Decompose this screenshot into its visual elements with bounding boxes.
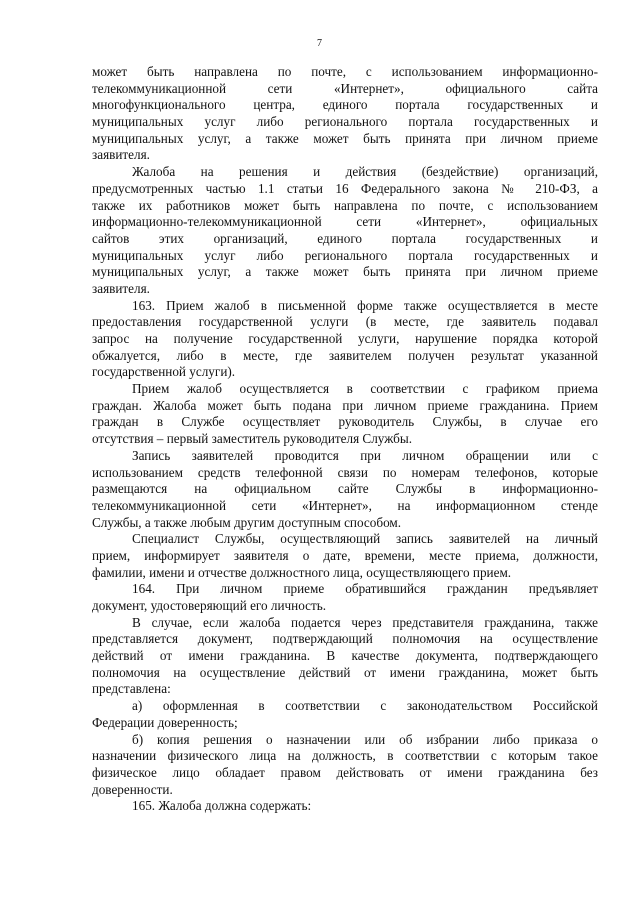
text-line: обжалуется, либо в месте, где заявителем получен результат указанной xyxy=(92,347,598,363)
text-line: доверенности. xyxy=(92,781,173,797)
text-line: муниципальных услуг, а также может быть принята при личном приеме xyxy=(92,264,598,280)
text-line: использованием средств телефонной связи по номерам телефонов, которые xyxy=(92,464,598,480)
text-line: запрос на получение государственной услуги, нарушение порядка которой xyxy=(92,331,598,346)
text-line: фамилии, имени и отчестве должностного лица, осуществляющего прием. xyxy=(92,564,512,580)
text-line: В случае, если жалоба подается через представителя гражданина, также xyxy=(132,614,598,630)
text-line: заявителя. xyxy=(92,147,150,163)
text-line: муниципальных услуг либо регионального портала государственных и xyxy=(92,114,598,130)
text-line: Специалист Службы, осуществляющий запись заявителей на личный xyxy=(132,531,598,547)
text-line: назначении физического лица на должность, в соответствии с которым такое xyxy=(92,748,598,764)
text-line: Прием жалоб осуществляется в соответствии с графиком приема xyxy=(132,381,598,397)
text-line: действий от имени гражданина. В качестве документа, подтверждающего xyxy=(92,648,598,664)
text-line: также их работников может быть направлена по почте, с использованием xyxy=(92,197,598,213)
text-line: прием, информирует заявителя о дате, времени, месте приема, должности, xyxy=(92,547,598,563)
text-line: заявителя. xyxy=(92,280,150,296)
text-line: представляется документ, подтверждающий полномочия на осуществление xyxy=(92,631,598,647)
text-line: телекоммуникационной сети «Интернет», официального сайта xyxy=(92,80,598,96)
text-line: сайтов этих организаций, единого портала государственных и xyxy=(92,230,598,246)
text-line: предоставления государственной услуги (в месте, где заявитель подавал xyxy=(92,314,598,330)
text-line: Жалоба на решения и действия (бездействие) организаций, xyxy=(132,164,598,180)
text-line: граждан в Службе осуществляет руководитель Службы, в случае его xyxy=(92,414,598,430)
text-line: полномочия на осуществление действий от имени гражданина, может быть xyxy=(92,664,598,680)
text-line: 164. При личном приеме обратившийся гражданин предъявляет xyxy=(132,581,598,597)
text-line: а) оформленная в соответствии с законодательством Российской xyxy=(132,698,598,714)
text-line: 163. Прием жалоб в письменной форме также осуществляется в месте xyxy=(132,297,598,313)
text-line: многофункционального центра, единого портала государственных и xyxy=(92,97,598,113)
text-line: Запись заявителей проводится при личном обращении или с xyxy=(132,447,598,463)
text-line: государственной услуги). xyxy=(92,364,236,380)
text-line: предусмотренных частью 1.1 статьи 16 Федерального закона № 210-ФЗ, а xyxy=(92,180,598,196)
text-line: муниципальных услуг либо регионального портала государственных и xyxy=(92,247,598,263)
page-number: 7 xyxy=(317,38,322,49)
text-line: 165. Жалоба должна содержать: xyxy=(132,798,312,814)
text-line: документ, удостоверяющий его личность. xyxy=(92,598,327,613)
text-line: физическое лицо обладает правом действовать от имени гражданина без xyxy=(92,764,598,780)
document-body xyxy=(92,64,598,815)
text-line: Службы, а также любым другим доступным способом. xyxy=(92,514,402,530)
text-line: представлена: xyxy=(92,681,171,697)
text-line: б) копия решения о назначении или об избрании либо приказа о xyxy=(132,731,598,747)
text-line: граждан. Жалоба может быть подана при личном приеме гражданина. Прием xyxy=(92,397,598,413)
text-line: отсутствия – первый заместитель руководителя Службы. xyxy=(92,431,413,447)
text-line: может быть направлена по почте, с использованием информационно- xyxy=(92,64,598,79)
text-line: размещаются на официальном сайте Службы в информационно- xyxy=(92,481,598,497)
text-line: информационно-телекоммуникационной сети «Интернет», официальных xyxy=(92,214,598,230)
text-line: Федерации доверенность; xyxy=(92,714,238,730)
text-line: муниципальных услуг, а также может быть принята при личном приеме xyxy=(92,130,598,146)
text-line: телекоммуникационной сети «Интернет», на информационном стенде xyxy=(92,497,598,513)
